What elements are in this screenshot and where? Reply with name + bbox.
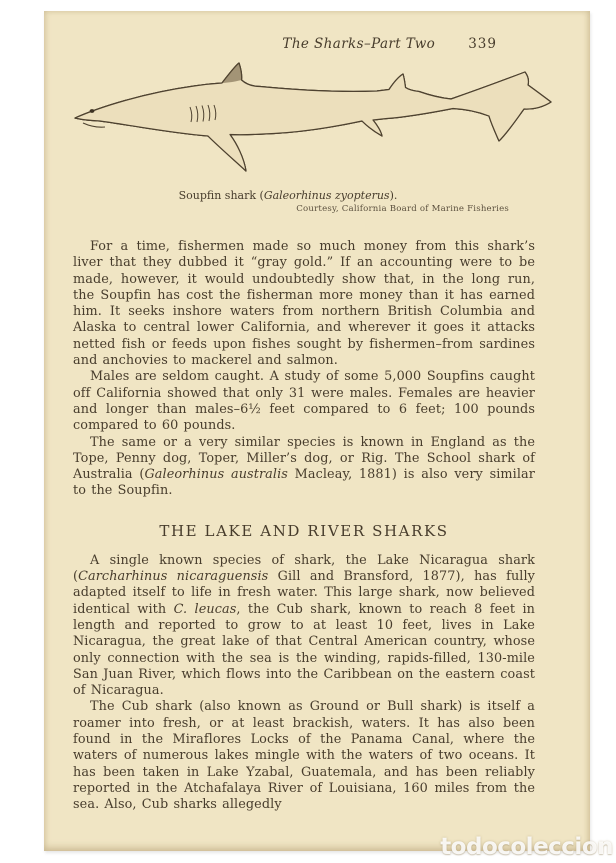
page-number: 339 [468, 36, 497, 52]
book-page [44, 11, 590, 851]
section-heading: THE LAKE AND RIVER SHARKS [159, 521, 449, 540]
figure-caption: Soupfin shark (Galeorhinus zyopterus). [178, 189, 398, 202]
running-header [44, 36, 497, 52]
paragraph: Males are seldom caught. A study of some 5,000 Soupfins caught off California showed that only 31 were males. Females are heavier and longer than males–6½ feet compared to 6 feet; 100 pounds compared to 60 pounds. [73, 369, 535, 434]
soupfin-shark-illustration [72, 61, 564, 189]
todocoleccion-watermark: todocoleccion [440, 834, 613, 860]
page-body [73, 239, 535, 814]
paragraph: The same or a very similar species is known in England as the Tope, Penny dog, Toper, Miller’s dog, or Rig. The School shark of Australia (Galeorhinus australis Macleay, 1881) is also very similar to the Soupfin. [73, 434, 535, 499]
figure-credit: Courtesy, California Board of Marine Fisheries [296, 204, 509, 214]
paragraph: For a time, fishermen made so much money from this shark’s liver that they dubbed it “gray gold.” If an accounting were to be made, however, it would undoubtedly show that, in the long run, the Soupfin has cost the fisherman more money than it has earned him. It seeks inshore waters from northern British Columbia and Alaska to central lower California, and wherever it goes it attacks netted fish or feeds upon fishes sought by fishermen–from sardines and anchovies to mackerel and salmon. [73, 239, 535, 369]
shark-mouth [83, 123, 105, 127]
shark-eye [90, 109, 95, 113]
shark-dorsal-fin-shading [222, 63, 242, 83]
paragraph: A single known species of shark, the Lake Nicaragua shark (Carcharhinus nicaraguensis Gill and Bransford, 1877), has fully adapted itself to life in fresh water. This large shark, now believed identical with C. leucas, the Cub shark, known to reach 8 feet in length and reported to grow to at least 10 feet, lives in Lake Nicaragua, the great lake of that Central American country, whose only connection with the sea is the winding, rapids-filled, 130-mile San Juan River, which flows into the Caribbean on the eastern coast of Nicaragua. [73, 552, 536, 699]
running-header-title: The Sharks–Part Two [282, 36, 436, 52]
paragraph: The Cub shark (also known as Ground or Bull shark) is itself a roamer into fresh, or at least brackish, waters. It has also been found in the Miraflores Locks of the Panama Canal, where the waters of numerous lakes mingle with the waters of two oceans. It has been taken in Lake Yzabal, Guatemala, and has been reliably reported in the Atchafalaya River of Louisiana, 160 miles from the sea. Also, Cub sharks allegedly [73, 699, 535, 813]
